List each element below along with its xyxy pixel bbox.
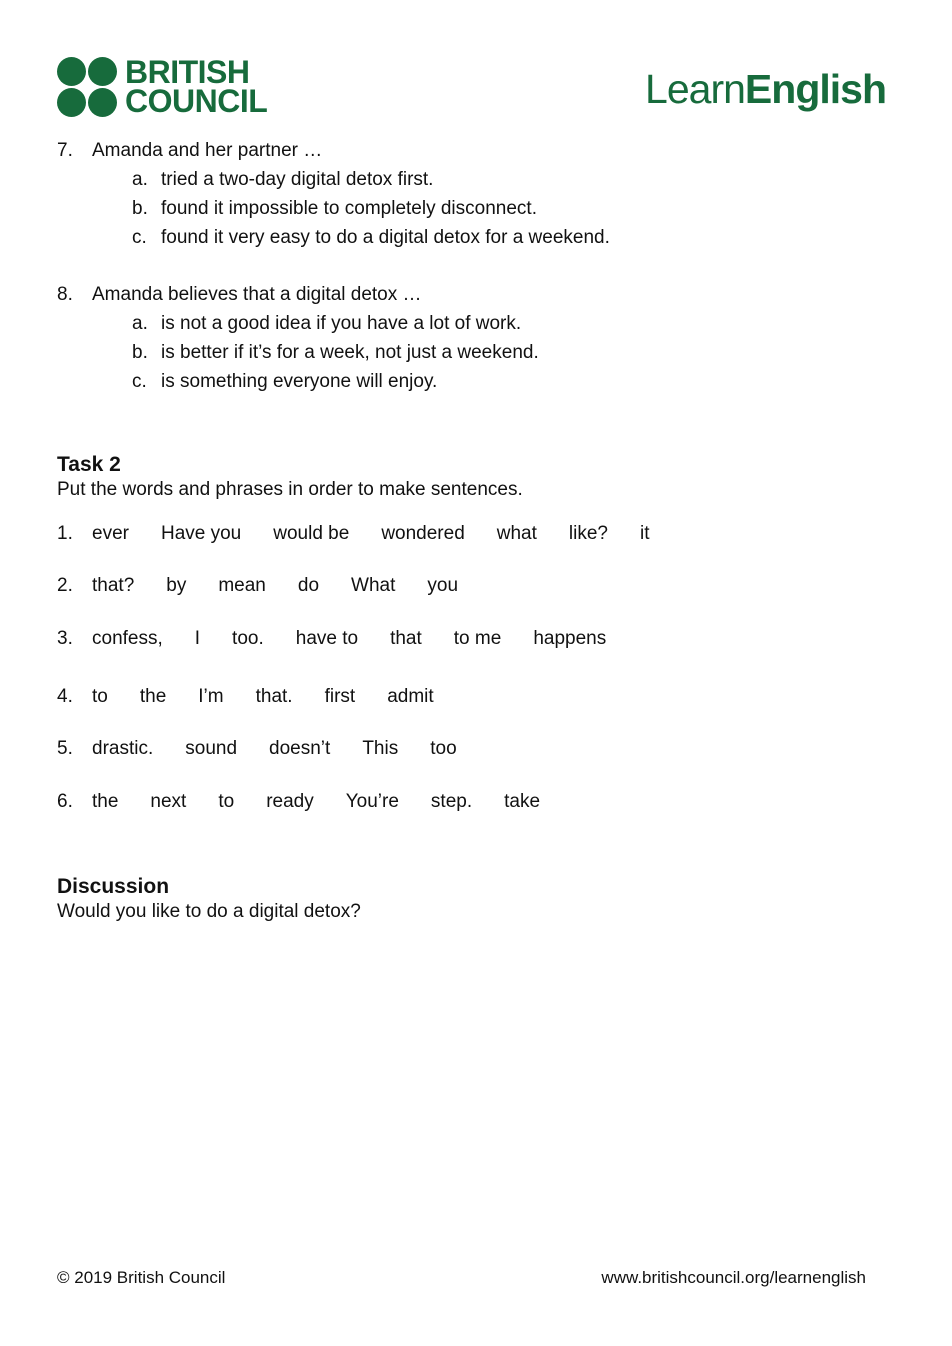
option-text: tried a two-day digital detox first. xyxy=(161,169,434,190)
word-chunk: the xyxy=(139,686,167,707)
word-chunk: take xyxy=(504,791,541,812)
word-chunk: doesn’t xyxy=(269,738,331,759)
word-chunk: drastic. xyxy=(92,738,154,759)
option-letter: a. xyxy=(132,313,148,334)
word-order-row xyxy=(57,735,489,763)
word-chunk: first xyxy=(324,686,356,707)
word-chunk: by xyxy=(166,575,187,596)
row-number: 5. xyxy=(57,738,73,759)
task2-title: Task 2 xyxy=(57,453,121,476)
question-number: 7. xyxy=(57,140,73,161)
option-8a xyxy=(132,309,521,338)
option-7c xyxy=(132,223,610,252)
word-chunk: to me xyxy=(453,628,502,649)
task2-instruction: Put the words and phrases in order to make sentences. xyxy=(57,479,523,500)
question-text: Amanda believes that a digital detox … xyxy=(92,284,422,305)
word-chunk: This xyxy=(362,738,399,759)
word-order-row xyxy=(57,788,572,816)
word-order-row xyxy=(57,625,638,653)
row-number: 3. xyxy=(57,628,73,649)
row-number: 1. xyxy=(57,523,73,544)
word-chunk: What xyxy=(351,575,396,596)
word-order-row xyxy=(57,572,490,600)
question-text: Amanda and her partner … xyxy=(92,140,323,161)
word-chunk: wondered xyxy=(381,523,465,544)
option-letter: c. xyxy=(132,371,147,392)
british-council-logo xyxy=(57,54,268,119)
word-chunk: mean xyxy=(218,575,266,596)
word-order-row xyxy=(57,683,466,711)
option-letter: b. xyxy=(132,342,148,363)
option-letter: b. xyxy=(132,198,148,219)
option-8b xyxy=(132,338,539,367)
word-chunk: do xyxy=(297,575,320,596)
option-8c xyxy=(132,367,437,396)
word-chunk: to xyxy=(218,791,235,812)
word-chunk: You’re xyxy=(345,791,399,812)
word-chunk: step. xyxy=(430,791,473,812)
option-text: is not a good idea if you have a lot of work. xyxy=(161,313,522,334)
row-number: 4. xyxy=(57,686,73,707)
question-8 xyxy=(57,280,422,309)
discussion-question: Would you like to do a digital detox? xyxy=(57,901,361,922)
word-chunk: happens xyxy=(533,628,607,649)
logo-line-british: BRITISH xyxy=(125,54,250,90)
word-chunk: would be xyxy=(273,523,350,544)
british-council-dots-icon xyxy=(57,57,117,117)
option-7b xyxy=(132,194,537,223)
word-chunk: the xyxy=(92,791,119,812)
option-letter: a. xyxy=(132,169,148,190)
question-7 xyxy=(57,136,322,165)
word-chunk: that. xyxy=(255,686,293,707)
option-text: is something everyone will enjoy. xyxy=(161,371,438,392)
option-7a xyxy=(132,165,433,194)
footer-copyright: © 2019 British Council xyxy=(57,1268,226,1287)
footer-url[interactable]: www.britishcouncil.org/learnenglish xyxy=(601,1268,866,1287)
word-chunk: admit xyxy=(387,686,434,707)
option-letter: c. xyxy=(132,227,147,248)
word-chunk: next xyxy=(150,791,187,812)
option-text: is better if it’s for a week, not just a weekend. xyxy=(161,342,539,363)
word-chunk: like? xyxy=(568,523,608,544)
option-text: found it very easy to do a digital detox for a weekend. xyxy=(161,227,610,248)
word-chunk: have to xyxy=(295,628,359,649)
word-chunk: to xyxy=(92,686,108,707)
word-chunk: too xyxy=(430,738,457,759)
question-number: 8. xyxy=(57,284,73,305)
word-chunk: what xyxy=(496,523,537,544)
row-number: 2. xyxy=(57,575,73,596)
logo-line-council: COUNCIL xyxy=(125,83,268,119)
word-chunk: sound xyxy=(185,738,238,759)
option-text: found it impossible to completely disconnect. xyxy=(161,198,537,219)
word-chunk: ready xyxy=(266,791,314,812)
learnenglish-logo xyxy=(645,66,886,113)
word-order-row xyxy=(57,520,681,548)
logo-learn: Learn xyxy=(645,66,745,112)
word-chunk: confess, xyxy=(92,628,163,649)
word-chunk: it xyxy=(639,523,650,544)
word-chunk: I xyxy=(194,628,201,649)
word-chunk: that? xyxy=(92,575,135,596)
word-chunk: ever xyxy=(92,523,129,544)
word-chunk: I’m xyxy=(198,686,224,707)
word-chunk: you xyxy=(427,575,459,596)
word-chunk: that xyxy=(390,628,422,649)
logo-english: English xyxy=(744,66,886,112)
row-number: 6. xyxy=(57,791,73,812)
word-chunk: Have you xyxy=(160,523,242,544)
discussion-title: Discussion xyxy=(57,875,170,898)
word-chunk: too. xyxy=(232,628,264,649)
